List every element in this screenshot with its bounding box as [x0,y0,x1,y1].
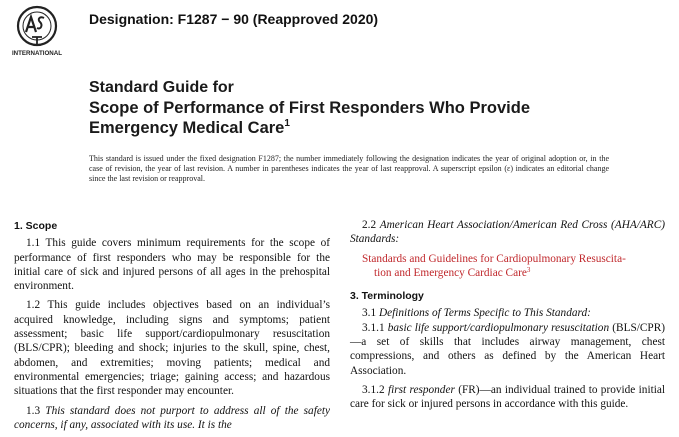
paragraph-3-1-2-number: 3.1.2 [362,383,385,396]
paragraph-2-2-number: 2.2 [362,219,377,231]
paragraph-1-2: 1.2 This guide includes objectives based on an individual’s acquired knowledge, including signs and symptoms; patient assessment; basic life support/cardiopulmonary resuscitation (BLS/CPR); bleeding and shock; injuries to the skull, spine, chest, abdomen, and extremities; moving patients; medical and environmental emergencies; triage; gaining access; and hazardous situations that the first responder may encounter. [14,299,330,398]
paragraph-3-1-1-term: basic life support/cardiopulmonary resuscitation [387,321,610,334]
referenced-standard-link[interactable] [350,252,665,281]
title-line-3 [89,118,649,138]
title-line-2: Scope of Performance of First Responders Who Provide [89,99,530,117]
paragraph-3-1-2-text: (FR)—an individual trained to provide initial care for sick or injured persons in accordance with this guide. [350,383,666,411]
paragraph-3-1-1 [350,321,665,378]
paragraph-2-2-title: American Heart Association/American Red Cross (AHA/ARC) Standards: [350,219,665,246]
title-footnote-mark: 1 [284,118,290,129]
left-column [14,219,330,437]
svg-text:INTERNATIONAL: INTERNATIONAL [11,50,63,57]
section-heading-terminology: 3. Terminology [350,290,424,303]
paragraph-3-1-number: 3.1 [362,307,377,320]
title-line-3-text: Emergency Medical Care [89,119,285,137]
paragraph-3-1 [350,306,665,320]
paragraph-2-2 [350,218,665,247]
paragraph-3-1-2 [350,383,665,412]
paragraph-1-3-number: 1.3 [26,404,41,417]
paragraph-3-1-2-term: first responder [387,383,455,396]
paragraph-3-1-1-number: 3.1.1 [362,321,385,334]
referenced-standard-line-1: Standards and Guidelines for Cardiopulmonary Resuscita- [362,252,626,265]
document-title [89,78,649,138]
referenced-standard-line-2-text: tion and Emergency Cardiac Care [374,266,527,279]
referenced-standard-line-2 [362,266,665,280]
title-line-1: Standard Guide for [89,79,234,96]
designation: Designation: F1287 − 90 (Reapproved 2020) [89,11,379,27]
referenced-standard-footnote: 3 [526,265,531,274]
paragraph-1-1: 1.1 This guide covers minimum requirements for the scope of performance of first responders who may be responsible for the initial care of sick and injured persons of all ages in the prehospital environment. [14,237,330,293]
right-column [350,218,665,417]
paragraph-1-3-text: This standard does not purport to address all of the safety concerns, if any, associated with its use. It is the [14,404,331,431]
astm-logo [10,4,64,58]
paragraph-3-1-1-text: (BLS/CPR)—a set of skills that includes airway management, chest compressions, and others as defined by the American Heart Association. [350,321,665,377]
issuance-notice: This standard is issued under the fixed designation F1287; the number immediately following the designation indicates the year of original adoption or, in the case of revision, the year of last revision. A number in parentheses indicates the year of last reapproval. A superscript epsilon (ε) indicates an editorial change since the last revision or reapproval. [89,154,609,184]
section-heading-scope: 1. Scope [14,220,58,232]
paragraph-3-1-text: Definitions of Terms Specific to This Standard: [378,307,591,320]
